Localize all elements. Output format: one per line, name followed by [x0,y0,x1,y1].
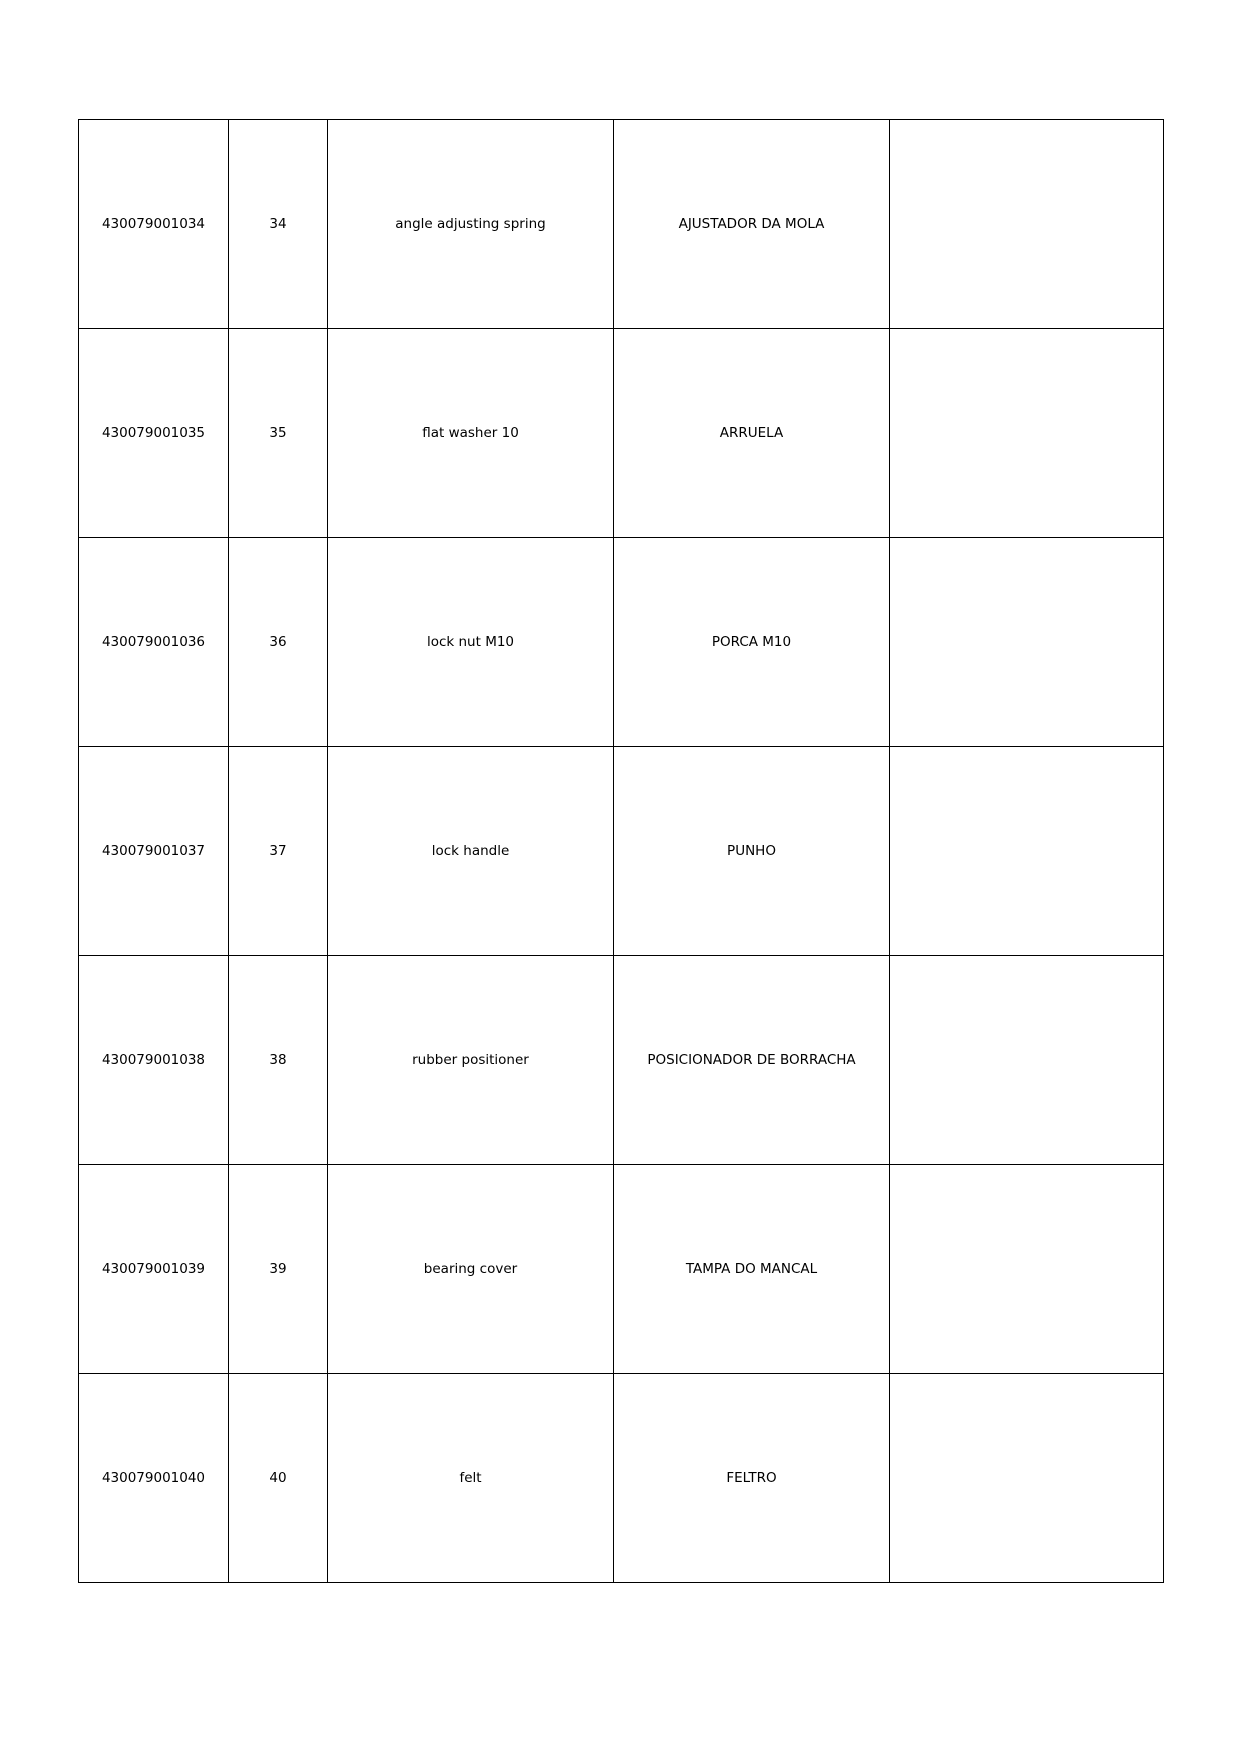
description-en-cell: lock handle [328,747,614,956]
note-cell [890,1165,1164,1374]
table-row [79,1374,1164,1583]
part-code-cell: 430079001040 [79,1374,229,1583]
table-row [79,1165,1164,1374]
description-en-cell: rubber positioner [328,956,614,1165]
table-row [79,120,1164,329]
item-number-cell: 37 [229,747,328,956]
item-number-cell: 35 [229,329,328,538]
table-row [79,329,1164,538]
note-cell [890,329,1164,538]
part-code-cell: 430079001038 [79,956,229,1165]
table-row [79,956,1164,1165]
description-pt-cell: PUNHO [614,747,890,956]
part-code-cell: 430079001039 [79,1165,229,1374]
note-cell [890,538,1164,747]
item-number-cell: 38 [229,956,328,1165]
part-code-cell: 430079001037 [79,747,229,956]
description-pt-cell: FELTRO [614,1374,890,1583]
part-code-cell: 430079001034 [79,120,229,329]
item-number-cell: 39 [229,1165,328,1374]
note-cell [890,120,1164,329]
table-row [79,747,1164,956]
note-cell [890,956,1164,1165]
table-row [79,538,1164,747]
description-en-cell: felt [328,1374,614,1583]
note-cell [890,1374,1164,1583]
description-en-cell: lock nut M10 [328,538,614,747]
part-code-cell: 430079001035 [79,329,229,538]
description-en-cell: bearing cover [328,1165,614,1374]
part-code-cell: 430079001036 [79,538,229,747]
parts-table [78,119,1164,1583]
description-en-cell: angle adjusting spring [328,120,614,329]
description-pt-cell: POSICIONADOR DE BORRACHA [614,956,890,1165]
description-pt-cell: AJUSTADOR DA MOLA [614,120,890,329]
description-en-cell: flat washer 10 [328,329,614,538]
description-pt-cell: TAMPA DO MANCAL [614,1165,890,1374]
note-cell [890,747,1164,956]
item-number-cell: 36 [229,538,328,747]
description-pt-cell: PORCA M10 [614,538,890,747]
item-number-cell: 40 [229,1374,328,1583]
item-number-cell: 34 [229,120,328,329]
description-pt-cell: ARRUELA [614,329,890,538]
